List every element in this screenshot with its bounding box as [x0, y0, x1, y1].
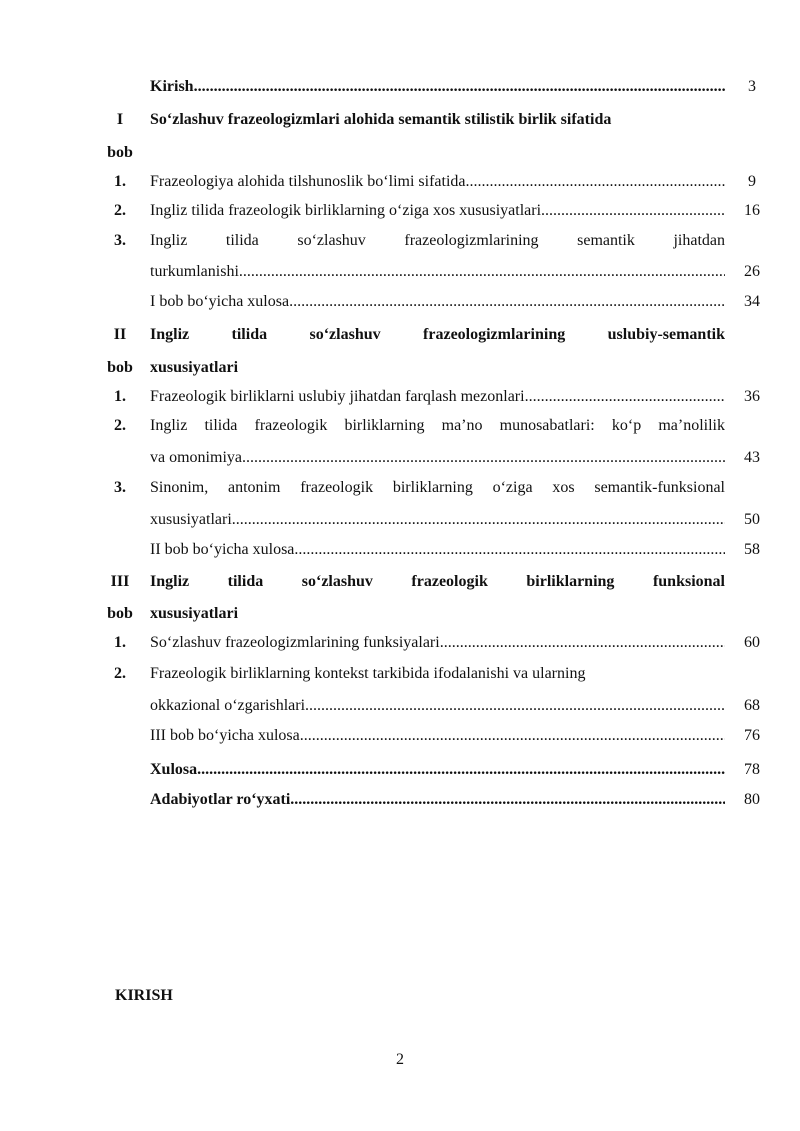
chapter-label: bob	[107, 144, 133, 161]
toc-entry-label: I bob bo‘yicha xulosa	[150, 293, 290, 310]
dot-leader	[239, 262, 725, 282]
chapter-title: xususiyatlari	[150, 605, 239, 622]
toc-entry[interactable]	[150, 262, 725, 282]
item-number: 2.	[114, 417, 126, 434]
page-number: 76	[744, 727, 760, 744]
toc-entry[interactable]	[150, 172, 725, 192]
page-number: 36	[744, 388, 760, 405]
page-number: 16	[744, 202, 760, 219]
chapter-numeral: I	[116, 111, 124, 128]
toc-entry-label: Adabiyotlar ro‘yxati	[150, 791, 291, 808]
toc-entry-label: So‘zlashuv frazeologizmlarining funksiyalari	[150, 634, 440, 651]
page-footer-number: 2	[396, 1051, 404, 1068]
page-number: 43	[744, 449, 760, 466]
page-number: 26	[744, 263, 760, 280]
dot-leader	[525, 387, 725, 407]
chapter-title: So‘zlashuv frazeologizmlari alohida semantik stilistik birlik sifatida	[150, 111, 612, 128]
page-number: 58	[744, 541, 760, 558]
toc-entry-summary[interactable]	[150, 540, 725, 560]
chapter-title: Ingliz tilida so‘zlashuv frazeologik birliklarning funksional	[150, 573, 725, 590]
toc-entry[interactable]	[150, 696, 725, 716]
dot-leader	[440, 633, 725, 653]
dot-leader	[232, 510, 725, 530]
item-number: 3.	[114, 232, 126, 249]
toc-entry-label: Ingliz tilida frazeologik birliklarning o‘ziga xos xususiyatlari	[150, 202, 542, 219]
item-number: 1.	[114, 388, 126, 405]
toc-entry-label: Xulosa	[150, 761, 198, 778]
chapter-label: bob	[107, 605, 133, 622]
toc-entry-references[interactable]	[150, 790, 725, 810]
chapter-label: bob	[107, 359, 133, 376]
chapter-title: xususiyatlari	[150, 359, 239, 376]
chapter-title: Ingliz tilida so‘zlashuv frazeologizmlarining uslubiy-semantik	[150, 326, 725, 343]
toc-entry-label: Kirish	[150, 78, 194, 95]
dot-leader	[305, 696, 725, 716]
page-number: 34	[744, 293, 760, 310]
toc-entry-summary[interactable]	[150, 292, 725, 312]
dot-leader	[466, 172, 726, 192]
toc-entry-summary[interactable]	[150, 726, 725, 746]
item-number: 2.	[114, 202, 126, 219]
dot-leader	[541, 201, 725, 221]
page-number: 80	[744, 791, 760, 808]
page-number: 60	[744, 634, 760, 651]
dot-leader	[197, 760, 725, 780]
chapter-numeral: III	[110, 573, 130, 590]
toc-entry-line: Sinonim, antonim frazeologik birliklarning o‘ziga xos semantik-funksional	[150, 479, 725, 496]
dot-leader	[294, 540, 725, 560]
toc-entry[interactable]	[150, 448, 725, 468]
item-number: 1.	[114, 634, 126, 651]
toc-entry-label: III bob bo‘yicha xulosa	[150, 727, 300, 744]
toc-entry[interactable]	[150, 633, 725, 653]
toc-entry[interactable]	[150, 387, 725, 407]
toc-entry-conclusion[interactable]	[150, 760, 725, 780]
page-number: 78	[744, 761, 760, 778]
toc-entry[interactable]	[150, 201, 725, 221]
dot-leader	[242, 448, 725, 468]
toc-entry-line: Ingliz tilida so‘zlashuv frazeologizmlarining semantik jihatdan	[150, 232, 725, 249]
chapter-numeral: II	[113, 326, 127, 343]
toc-entry-label: xususiyatlari	[150, 511, 232, 528]
toc-entry-line: Frazeologik birliklarning kontekst tarkibida ifodalanishi va ularning	[150, 665, 586, 682]
dot-leader	[194, 77, 725, 97]
toc-entry-label: va omonimiya	[150, 449, 242, 466]
toc-entry-label: II bob bo‘yicha xulosa	[150, 541, 295, 558]
dot-leader	[289, 292, 725, 312]
page-number: 3	[748, 78, 756, 95]
dot-leader	[300, 726, 725, 746]
toc-entry-line: Ingliz tilida frazeologik birliklarning ma’no munosabatlari: ko‘p ma’nolilik	[150, 417, 725, 434]
item-number: 2.	[114, 665, 126, 682]
page-number: 68	[744, 697, 760, 714]
toc-entry-intro[interactable]	[150, 77, 725, 97]
toc-entry-label: Frazeologiya alohida tilshunoslik bo‘limi sifatida	[150, 173, 466, 190]
toc-entry[interactable]	[150, 510, 725, 530]
toc-entry-label: okkazional o‘zgarishlari	[150, 697, 306, 714]
toc-entry-label: Frazeologik birliklarni uslubiy jihatdan farqlash mezonlari	[150, 388, 525, 405]
section-heading: KIRISH	[115, 987, 173, 1004]
toc-entry-label: turkumlanishi	[150, 263, 239, 280]
page-number: 50	[744, 511, 760, 528]
item-number: 3.	[114, 479, 126, 496]
dot-leader	[290, 790, 725, 810]
page-number: 9	[748, 173, 756, 190]
item-number: 1.	[114, 173, 126, 190]
